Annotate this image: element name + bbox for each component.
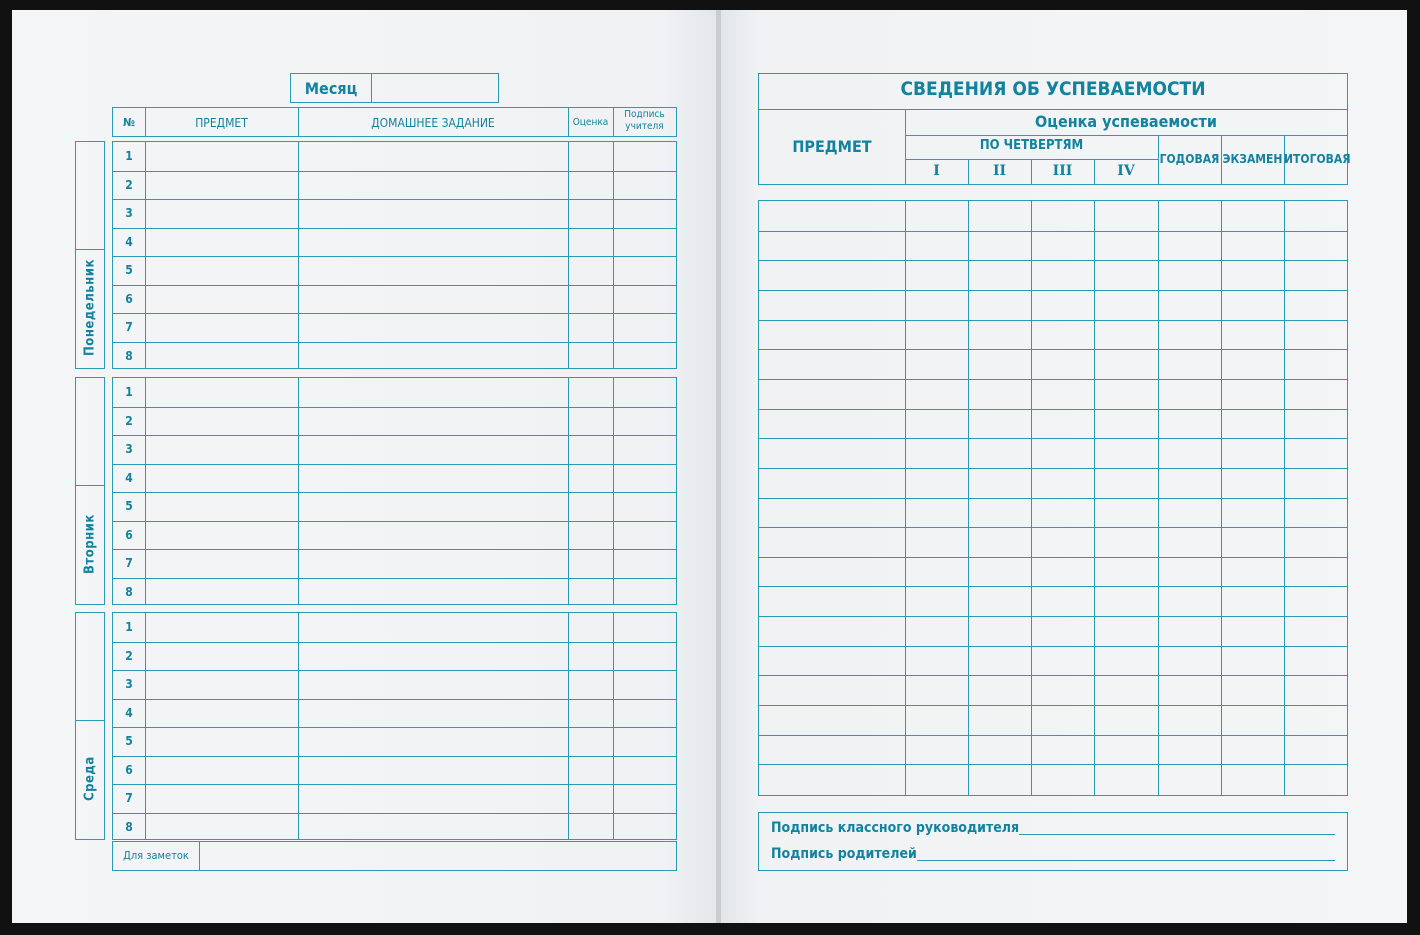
row-number: 3 xyxy=(125,677,133,691)
day-label-frame xyxy=(75,141,105,369)
header-number: № xyxy=(123,116,135,129)
sig-parents-line[interactable] xyxy=(917,860,1335,861)
row-number: 6 xyxy=(125,762,133,777)
row-number: 4 xyxy=(125,234,133,249)
notes-label: Для заметок xyxy=(123,849,189,862)
homework-table-header xyxy=(112,107,677,137)
notes-row[interactable] xyxy=(112,841,677,871)
row-number: 2 xyxy=(125,648,133,663)
quarter-3: III xyxy=(1052,163,1073,179)
month-label: Месяц xyxy=(291,74,372,102)
homework-day-table[interactable] xyxy=(112,141,677,369)
row-number: 1 xyxy=(125,149,133,163)
quarter-2: II xyxy=(992,163,1007,179)
performance-table-header xyxy=(758,73,1351,185)
row-number: 3 xyxy=(125,206,133,220)
row-number: 7 xyxy=(125,556,133,570)
day-label-frame xyxy=(75,377,105,605)
sig-parents-label: Подпись родителей xyxy=(771,846,917,862)
header-grade: Оценка xyxy=(572,117,609,128)
row-number: 6 xyxy=(125,527,133,542)
perf-header-subject: ПРЕДМЕТ xyxy=(792,137,872,156)
header-homework: ДОМАШНЕЕ ЗАДАНИЕ xyxy=(371,116,495,130)
sig-teacher-line[interactable] xyxy=(1019,834,1335,835)
row-number: 8 xyxy=(125,584,133,599)
row-number: 5 xyxy=(125,499,133,513)
row-number: 4 xyxy=(125,705,133,720)
row-number: 1 xyxy=(125,620,133,634)
perf-header-exam: ЭКЗАМЕН xyxy=(1222,152,1283,166)
perf-header-yearly: ГОДОВАЯ xyxy=(1159,152,1220,166)
perf-header-final: ИТОГОВАЯ xyxy=(1284,152,1351,166)
quarter-4: IV xyxy=(1117,163,1135,179)
header-signature: Подпись учителя xyxy=(624,109,665,132)
row-number: 1 xyxy=(125,385,133,399)
row-number: 4 xyxy=(125,470,133,485)
day-label: Вторник xyxy=(82,514,98,574)
day-label-frame xyxy=(75,612,105,840)
row-number: 8 xyxy=(125,819,133,834)
homework-day-table[interactable] xyxy=(112,612,677,840)
homework-day-table[interactable] xyxy=(112,377,677,605)
row-number: 2 xyxy=(125,177,133,192)
day-label: Среда xyxy=(82,756,98,802)
perf-header-quarters: ПО ЧЕТВЕРТЯМ xyxy=(979,138,1084,153)
signature-box xyxy=(758,812,1348,871)
header-subject: ПРЕДМЕТ xyxy=(195,116,248,130)
book-spine xyxy=(716,10,721,923)
perf-header-grade: Оценка успеваемости xyxy=(1035,112,1217,131)
row-number: 7 xyxy=(125,320,133,334)
month-box xyxy=(290,73,499,103)
performance-grid[interactable] xyxy=(758,200,1348,796)
row-number: 5 xyxy=(125,263,133,277)
row-number: 6 xyxy=(125,291,133,306)
row-number: 8 xyxy=(125,348,133,363)
row-number: 2 xyxy=(125,413,133,428)
row-number: 7 xyxy=(125,791,133,805)
row-number: 3 xyxy=(125,442,133,456)
sig-teacher-label: Подпись классного руководителя xyxy=(771,820,1020,836)
day-label: Понедельник xyxy=(82,259,98,357)
row-number: 5 xyxy=(125,734,133,748)
performance-title: СВЕДЕНИЯ ОБ УСПЕВАЕМОСТИ xyxy=(900,78,1206,100)
quarter-1: I xyxy=(933,163,940,179)
